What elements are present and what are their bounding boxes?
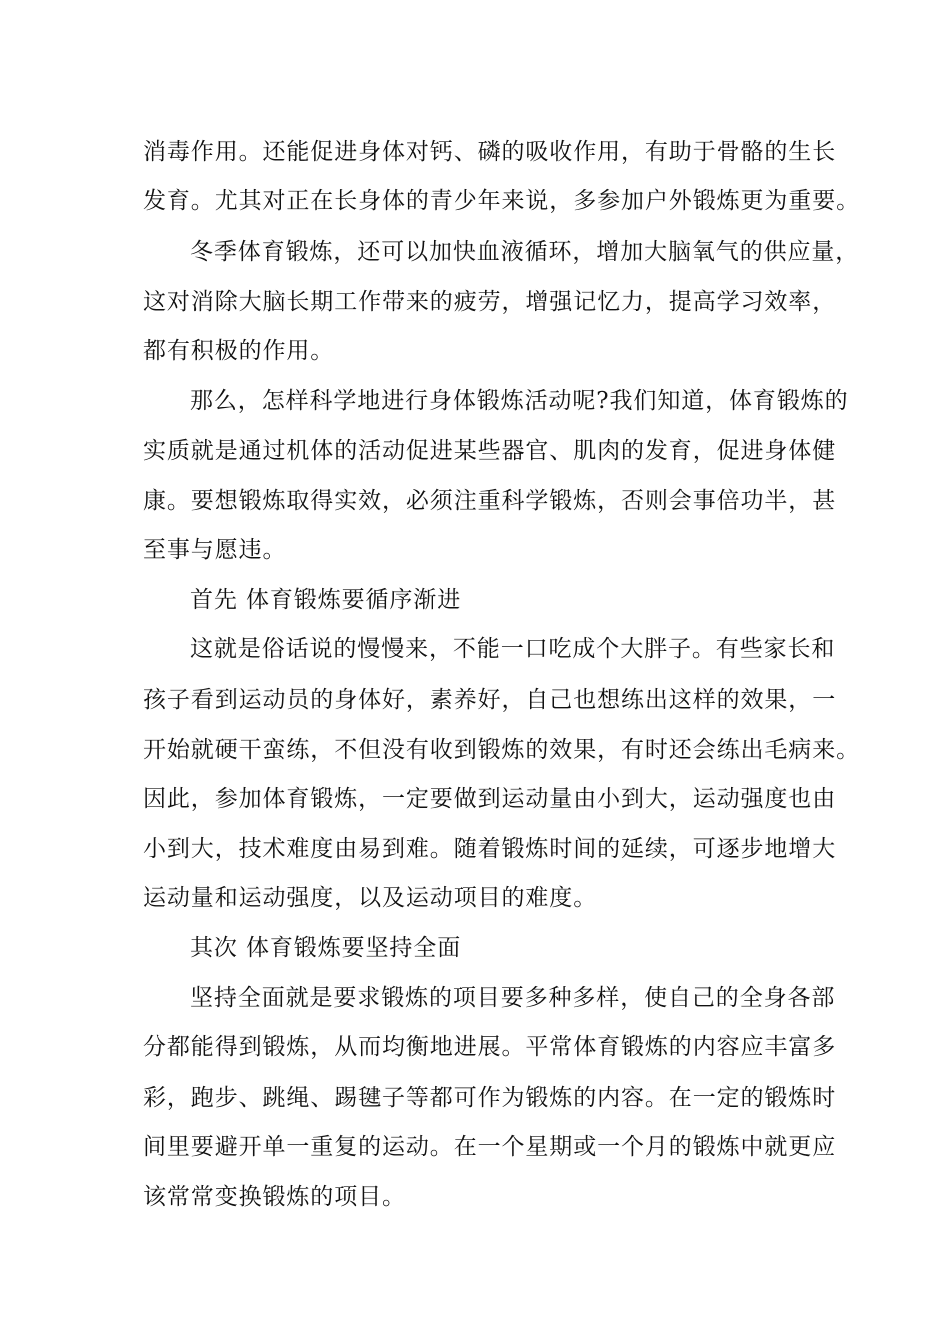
text-line: 这就是俗话说的慢慢来，不能一口吃成个大胖子。有些家长和 — [190, 636, 836, 662]
text-line: 彩，跑步、跳绳、踢毽子等都可作为锻炼的内容。在一定的锻炼时 — [143, 1085, 837, 1111]
text-line: 都有积极的作用。 — [143, 338, 335, 364]
text-line: 间里要避开单一重复的运动。在一个星期或一个月的锻炼中就更应 — [143, 1134, 837, 1160]
text-line: 消毒作用。还能促进身体对钙、磷的吸收作用，有助于骨骼的生长 — [143, 139, 837, 165]
text-line: 孩子看到运动员的身体好，素养好，自己也想练出这样的效果，一 — [143, 687, 837, 713]
text-line: 运动量和运动强度，以及运动项目的难度。 — [143, 885, 598, 911]
text-line: 那么，怎样科学地进行身体锻炼活动呢?我们知道，体育锻炼的 — [190, 388, 849, 414]
section-heading: 其次 体育锻炼要坚持全面 — [190, 935, 462, 961]
text-line: 发育。尤其对正在长身体的青少年来说，多参加户外锻炼更为重要。 — [143, 188, 860, 214]
text-line: 因此，参加体育锻炼，一定要做到运动量由小到大，运动强度也由 — [143, 786, 837, 812]
text-line: 开始就硬干蛮练，不但没有收到锻炼的效果，有时还会练出毛病来。 — [143, 737, 860, 763]
text-line: 实质就是通过机体的活动促进某些器官、肌肉的发育，促进身体健 — [143, 438, 837, 464]
text-line: 分都能得到锻炼，从而均衡地进展。平常体育锻炼的内容应丰富多 — [143, 1034, 837, 1060]
text-line: 康。要想锻炼取得实效，必须注重科学锻炼，否则会事倍功半，甚 — [143, 488, 837, 514]
text-line: 冬季体育锻炼，还可以加快血液循环，增加大脑氧气的供应量， — [190, 239, 860, 265]
text-line: 至事与愿违。 — [143, 537, 287, 563]
text-line: 这对消除大脑长期工作带来的疲劳，增强记忆力，提高学习效率， — [143, 289, 837, 315]
text-line: 该常常变换锻炼的项目。 — [143, 1184, 406, 1210]
text-line: 坚持全面就是要求锻炼的项目要多种多样，使自己的全身各部 — [190, 985, 836, 1011]
section-heading: 首先 体育锻炼要循序渐进 — [190, 587, 462, 613]
text-line: 小到大，技术难度由易到难。随着锻炼时间的延续，可逐步地增大 — [143, 836, 837, 862]
